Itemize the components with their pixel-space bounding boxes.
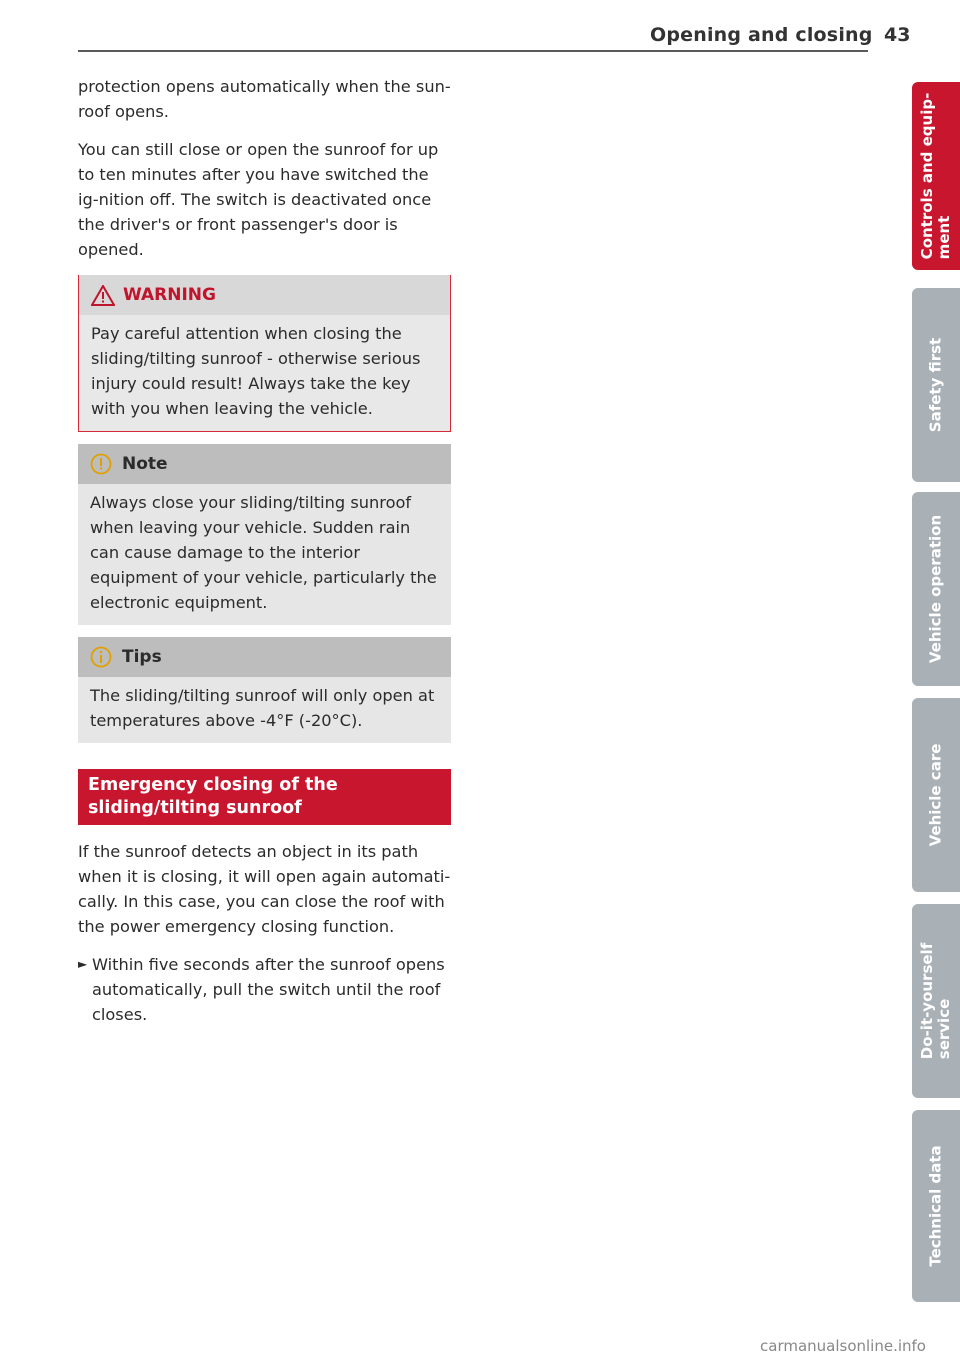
tab-label: Vehicle operation: [926, 514, 945, 664]
page-header-title: Opening and closing: [650, 24, 873, 46]
info-circle-icon: [90, 646, 112, 668]
note-box: [78, 444, 451, 625]
header-divider: [78, 50, 868, 52]
tips-title: Tips: [122, 647, 162, 667]
warning-title: WARNING: [123, 285, 216, 305]
tab-controls-and-equipment[interactable]: [912, 82, 960, 270]
content-column: [78, 74, 451, 1027]
exclamation-circle-icon: [90, 453, 112, 475]
section-paragraph: If the sunroof detects an object in its path when it is closing, it will open again automati-cally. In this case, you can close the roof with the power emergency closing function.: [78, 842, 451, 936]
note-body: Always close your sliding/tilting sunroof when leaving your vehicle. Sudden rain can cause damage to the interior equipment of your vehicle, particularly the electronic equipment.: [78, 484, 451, 625]
tab-label: Technical data: [926, 1145, 945, 1267]
watermark: carmanualsonline.info: [760, 1337, 926, 1355]
step-arrow-icon: ►: [78, 957, 88, 971]
warning-triangle-icon: [91, 285, 115, 306]
tab-vehicle-operation[interactable]: [912, 492, 960, 686]
tab-safety-first[interactable]: [912, 288, 960, 482]
tab-label: Controls and equip- ment: [918, 92, 953, 260]
tab-label: Do-it-yourself service: [918, 942, 953, 1060]
step-item: [78, 952, 451, 1027]
page-number: 43: [884, 24, 911, 46]
warning-box: [78, 275, 451, 432]
section-heading: Emergency closing of the sliding/tilting sunroof: [78, 769, 451, 825]
tab-vehicle-care[interactable]: [912, 698, 960, 892]
step-text: Within five seconds after the sunroof opens automatically, pull the switch until the roof closes.: [92, 955, 445, 1024]
intro-paragraph: protection opens automatically when the sun-roof opens.: [78, 77, 451, 121]
warning-header: [79, 275, 450, 315]
tips-body: The sliding/tilting sunroof will only open at temperatures above -4°F (-20°C).: [78, 677, 451, 743]
tab-label: Safety first: [926, 337, 945, 433]
intro-paragraph: You can still close or open the sunroof for up to ten minutes after you have switched the ig-nition off. The switch is deactivated once the driver's or front passenger's door is opened.: [78, 140, 439, 259]
tab-label: Vehicle care: [926, 743, 945, 847]
note-title: Note: [122, 454, 168, 474]
warning-body: Pay careful attention when closing the sliding/tilting sunroof - otherwise serious injury could result! Always take the key with you when leaving the vehicle.: [79, 315, 450, 431]
tips-header: [78, 637, 451, 677]
tab-do-it-yourself-service[interactable]: [912, 904, 960, 1098]
note-header: [78, 444, 451, 484]
tab-technical-data[interactable]: [912, 1110, 960, 1302]
tips-box: [78, 637, 451, 743]
